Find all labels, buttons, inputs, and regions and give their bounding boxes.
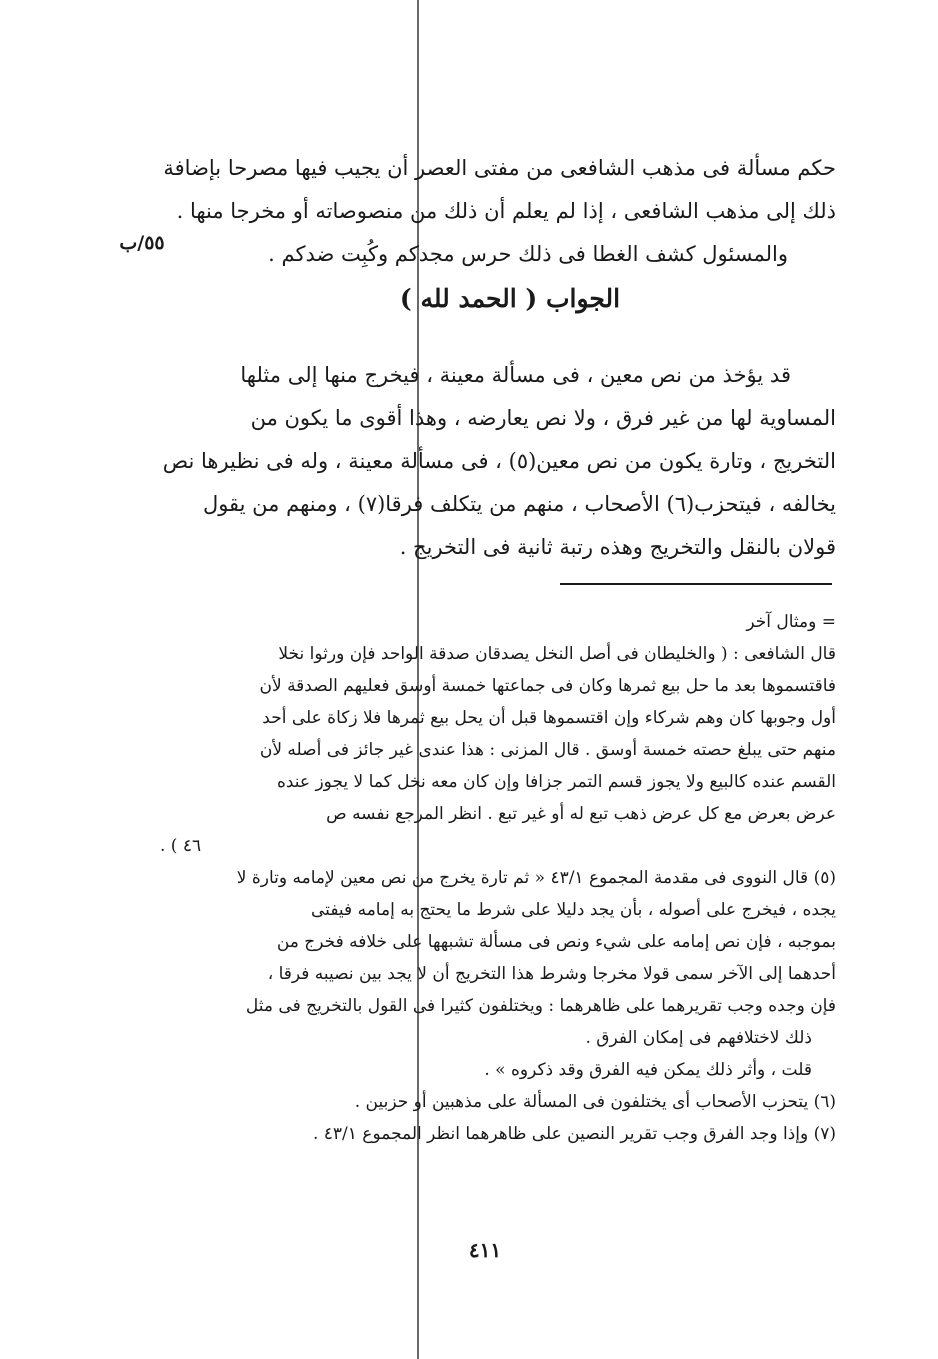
footnote-line: = ومثال آخر <box>746 612 836 632</box>
question-line: حكم مسألة فى مذهب الشافعى من مفتى العصر أن يجيب فيها مصرحا بإضافة <box>163 156 836 180</box>
question-line: والمسئول كشف الغطا فى ذلك حرس مجدكم وكُبِت ضدكم . <box>268 242 788 266</box>
footnote-line: القسم عنده كالبيع ولا يجوز قسم التمر جزافا وإن كان معه نخل كما لا يجوز عنده <box>276 772 836 792</box>
footnote-line: ٤٦ ) . <box>160 836 202 856</box>
page-number: ٤١١ <box>468 1238 502 1262</box>
footnote-5-line: أحدهما إلى الآخر سمى قولا مخرجا وشرط هذا التخريج أن لا يجد بين نصيبه فرقا ، <box>267 964 836 984</box>
margin-folio-reference: ٥٥/ب <box>119 232 165 254</box>
footnote-5-line: يجده ، فيخرج على أصوله ، بأن يجد دليلا على شرط ما يحتج به إمامه فيفتى <box>311 900 836 920</box>
answer-heading: الجواب ( الحمد لله ) <box>399 284 621 313</box>
footnotes <box>160 606 836 1150</box>
footnote-line: عرض بعرض مع كل عرض ذهب تبع له أو غير تبع . انظر المرجع نفسه ص <box>326 804 836 824</box>
footnote-line: قال الشافعى : ( والخليطان فى أصل النخل يصدقان صدقة الواحد فإن ورثوا نخلا <box>278 644 836 664</box>
question-paragraph <box>160 147 836 276</box>
footnote-6-line: (٦) يتحزب الأصحاب أى يختلفون فى المسألة على مذهبين أو حزبين . <box>354 1092 836 1112</box>
answer-paragraph <box>160 354 836 569</box>
answer-line: التخريج ، وتارة يكون من نص معين(٥) ، فى مسألة معينة ، وله فى نظيرها نص <box>162 449 836 473</box>
footnote-5-line: (٥) قال النووى فى مقدمة المجموع ٤٣/١ « ثم تارة يخرج من نص معين لإمامه وتارة لا <box>236 868 836 888</box>
answer-line: المساوية لها من غير فرق ، ولا نص يعارضه ، وهذا أقوى ما يكون من <box>250 406 836 430</box>
footnote-5-line: فإن وجده وجب تقريرهما على ظاهرهما : ويختلفون كثيرا فى القول بالتخريج فى مثل <box>245 996 836 1016</box>
answer-line: قد يؤخذ من نص معين ، فى مسألة معينة ، فيخرج منها إلى مثلها <box>240 363 791 387</box>
footnote-separator <box>560 583 832 585</box>
answer-line: قولان بالنقل والتخريج وهذه رتبة ثانية فى التخريج . <box>399 535 836 559</box>
footnote-5-line: ذلك لاختلافهم فى إمكان الفرق . <box>585 1028 812 1048</box>
footnote-line: منهم حتى يبلغ حصته خمسة أوسق . قال المزنى : هذا عندى غير جائز فى أصله لأن <box>259 740 836 760</box>
footnote-5-line: بموجبه ، فإن نص إمامه على شيء ونص فى مسألة تشبهها على خلافه فخرج من <box>276 932 836 952</box>
answer-line: يخالفه ، فيتحزب(٦) الأصحاب ، منهم من يتكلف فرقا(٧) ، ومنهم من يقول <box>202 492 836 516</box>
footnote-7-line: (٧) وإذا وجد الفرق وجب تقرير النصين على ظاهرهما انظر المجموع ٤٣/١ . <box>312 1124 836 1144</box>
question-line: ذلك إلى مذهب الشافعى ، إذا لم يعلم أن ذلك من منصوصاته أو مخرجا منها . <box>176 199 836 223</box>
footnote-5-line: قلت ، وأثر ذلك يمكن فيه الفرق وقد ذكروه » . <box>484 1060 812 1080</box>
footnote-line: فاقتسموها بعد ما حل بيع ثمرها وكان فى جماعتها خمسة أوسق فعليهم الصدقة لأن <box>259 676 836 696</box>
footnote-line: أول وجوبها كان وهم شركاء وإن اقتسموها قبل أن يحل بيع ثمرها فلا زكاة على أحد <box>262 708 836 728</box>
